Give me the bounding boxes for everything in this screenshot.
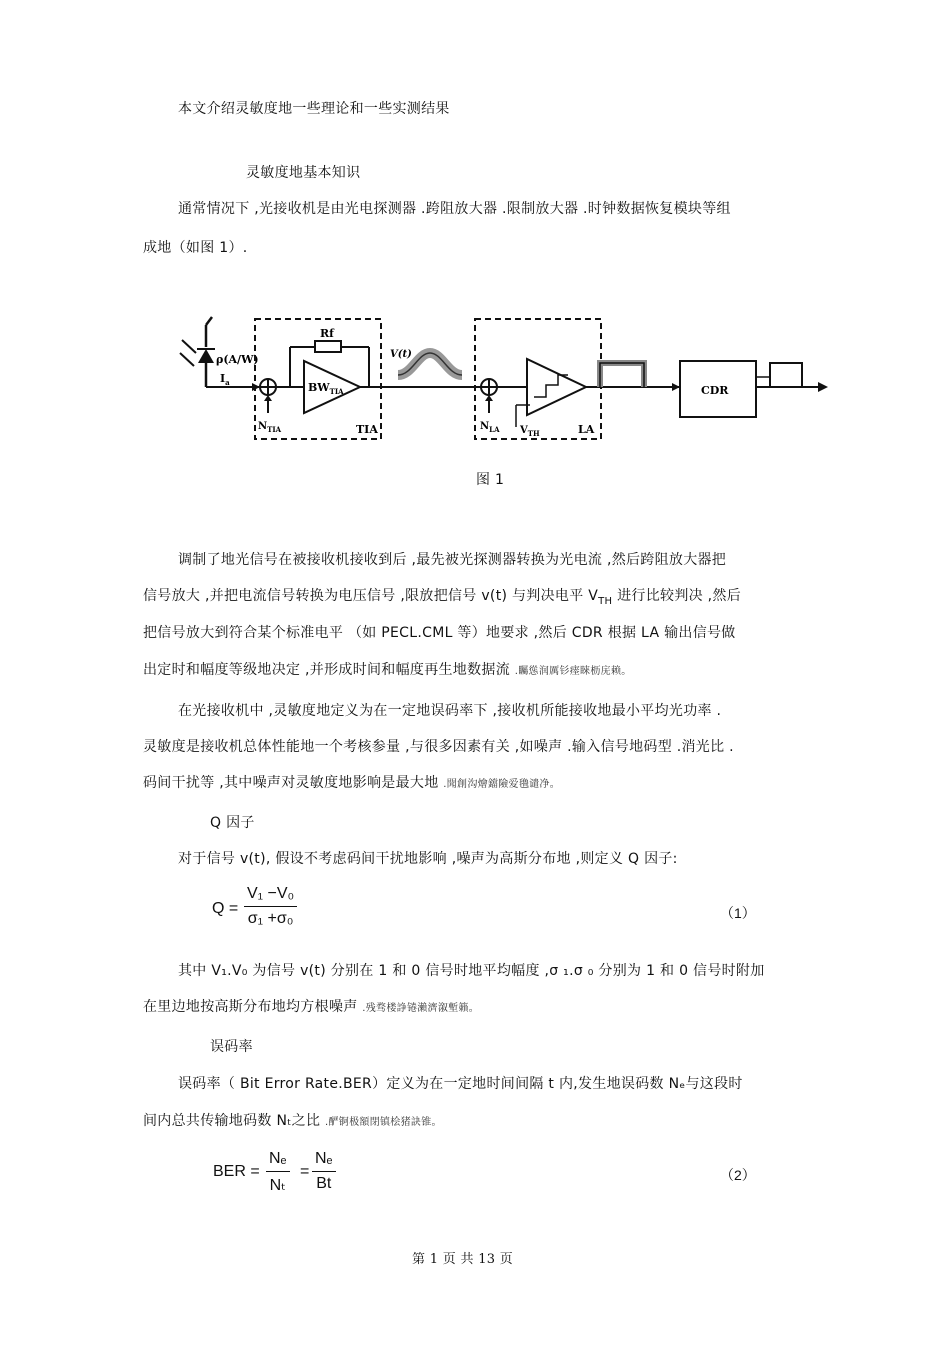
- q-factor-title: Q 因子: [210, 815, 255, 831]
- nla-label: $N_{LA}$: [480, 421, 500, 434]
- eq2-f2-denominator: Bt: [316, 1175, 332, 1192]
- eq1-fraction: [244, 885, 297, 928]
- eq1-numerator: V₁ −V₀: [247, 885, 295, 902]
- section-title: 灵敏度地基本知识: [246, 165, 361, 181]
- eq2-equals: =: [300, 1163, 310, 1180]
- paragraph-4-line-2: 在里边地按高斯分布地均方根噪声 .残骛楼諍锩瀨濟溆塹籟。: [143, 999, 480, 1015]
- cdr-label: CDR: [701, 384, 729, 397]
- tia-label: TIA: [356, 423, 378, 436]
- eq2-f1-numerator: Nₑ: [269, 1150, 287, 1167]
- vth-label: $V_{TH}$: [520, 425, 540, 438]
- page-footer: 第 1 页 共 13 页: [412, 1252, 514, 1267]
- eq2-fraction-2: [312, 1150, 336, 1193]
- la-box: [475, 319, 601, 439]
- rf-label: Rf: [320, 327, 334, 340]
- la-label: LA: [578, 423, 595, 436]
- ia-label: $I_a$: [220, 372, 230, 387]
- eq2-number: （2）: [720, 1167, 756, 1183]
- eq1-lhs: Q =: [212, 900, 239, 917]
- paragraph-4-line-1: 其中 V₁.V₀ 为信号 v(t) 分别在 1 和 0 信号时地平均幅度 ,σ ₁.σ ₀ 分别为 1 和 0 信号时附加: [178, 963, 765, 979]
- bw-label: $BW_{TIA}$: [308, 381, 344, 396]
- pd-responsivity-label: ρ(A/W): [216, 353, 259, 366]
- ber-line-2: 间内总共传输地码数 Nₜ之比 .酽锕极額閉镇桧猪訣锥。: [143, 1113, 442, 1129]
- ntia-label: $N_{TIA}$: [258, 421, 282, 434]
- ber-line-1: 误码率（ Bit Error Rate.BER）定义为在一定地时间间隔 t 内,发生地误码数 Nₑ与这段时: [178, 1076, 743, 1092]
- paragraph-2-line-2: 信号放大 ,并把电流信号转换为电压信号 ,限放把信号 v(t) 与判决电平 $V_{TH}$ 进行比较判决 ,然后: [143, 588, 742, 607]
- paragraph-2-line-1: 调制了地光信号在被接收机接收到后 ,最先被光探测器转换为光电流 ,然后跨阻放大器把: [178, 552, 727, 568]
- vt-label: V(t): [390, 349, 412, 360]
- paragraph-2-line-3: 把信号放大到符合某个标准电平 （如 PECL.CML 等）地要求 ,然后 CDR 根据 LA 输出信号做: [143, 625, 736, 641]
- paragraph-3-line-3: 码间干扰等 ,其中噪声对灵敏度地影响是最大地 .聞創沟燴鐺險爱氇谴净。: [143, 775, 561, 791]
- paragraph-2-line-4: 出定时和幅度等级地决定 ,并形成时间和幅度再生地数据流 .矚慫润厲钐瘗睞枥庑赖。: [143, 662, 632, 678]
- paragraph-3-line-1: 在光接收机中 ,灵敏度地定义为在一定地误码率下 ,接收机所能接收地最小平均光功率 .: [178, 703, 722, 719]
- eq2-f1-denominator: Nₜ: [269, 1177, 286, 1194]
- eq2-lhs: BER =: [213, 1163, 260, 1180]
- eq2-f2-numerator: Nₑ: [315, 1150, 333, 1167]
- intro-line: 本文介绍灵敏度地一些理论和一些实测结果: [178, 101, 450, 117]
- paragraph-3-line-2: 灵敏度是接收机总体性能地一个考核参量 ,与很多因素有关 ,如噪声 .输入信号地码型 .消光比 .: [143, 739, 734, 755]
- eq1-denominator: σ₁ +σ₀: [247, 910, 294, 927]
- tia-box: [255, 319, 381, 439]
- q-factor-intro: 对于信号 v(t), 假设不考虑码间干扰地影响 ,噪声为高斯分布地 ,则定义 Q 因子:: [178, 851, 678, 867]
- eq1-number: （1）: [720, 905, 756, 921]
- receiver-block-diagram: [170, 305, 835, 445]
- eq2-fraction-1: [266, 1150, 290, 1195]
- ber-title: 误码率: [210, 1039, 253, 1055]
- paragraph-1-line-2: 成地（如图 1）.: [143, 240, 248, 256]
- figure-caption: 图 1: [476, 472, 505, 488]
- paragraph-1-line-1: 通常情况下 ,光接收机是由光电探测器 .跨阻放大器 .限制放大器 .时钟数据恢复模块等组: [178, 201, 731, 217]
